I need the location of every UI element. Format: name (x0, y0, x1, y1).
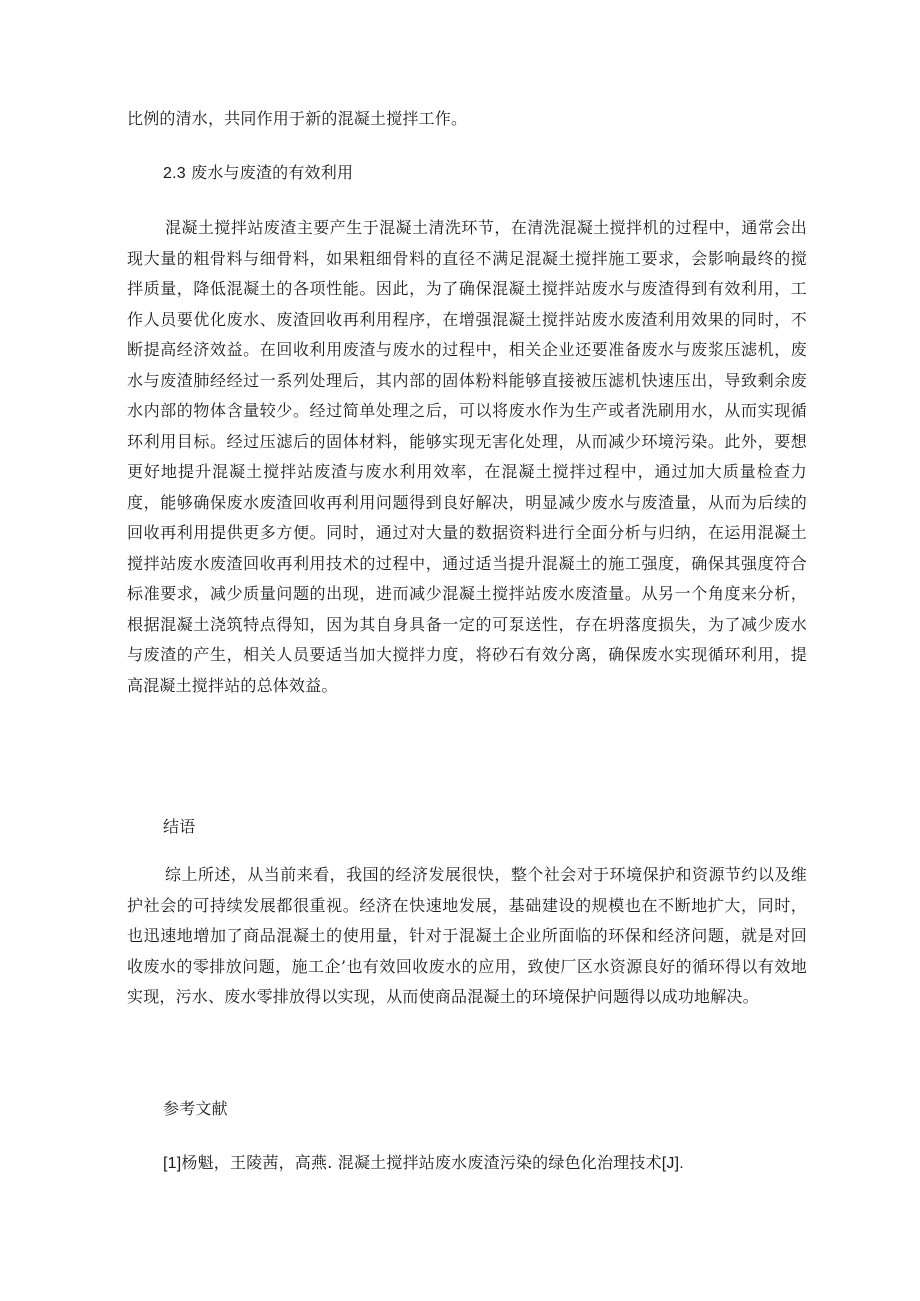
conclusion-paragraph: 综上所述，从当前来看，我国的经济发展很快，整个社会对于环境保护和资源节约以及维护社会的可持续发展都很重视。经济在快速地发展，基础建设的规模也在不断地扩大，同时，也迅速地增加了商品混凝土的使用量，针对于混凝土企业所面临的环保和经济问题，就是对回收废水的零排放问题，施工企’也有效回收废水的应用，致使厂区水资源良好的循环得以有效地实现，污水、废水零排放得以实现，从而使商品混凝土的环境保护问题得以成功地解决。 (127, 865, 807, 1006)
continuation-paragraph: 比例的清水，共同作用于新的混凝土搅拌工作。 (127, 109, 468, 128)
reference-item (163, 1151, 684, 1176)
section-number: 2.3 (163, 165, 186, 182)
section-2-3-paragraph: 混凝土搅拌站废渣主要产生于混凝土清洗环节，在清洗混凝土搅拌机的过程中，通常会出现大量的粗骨料与细骨料，如果粗细骨料的直径不满足混凝土搅拌施工要求，会影响最终的搅拌质量，降低混凝土的各项性能。因此，为了确保混凝土搅拌站废水与废渣得到有效利用，工作人员要优化废水、废渣回收再利用程序，在增强混凝土搅拌站废水废渣利用效果的同时，不断提高经济效益。在回收利用废渣与废水的过程中，相关企业还要准备废水与废浆压滤机，废水与废渣肺经经过一系列处理后，其内部的固体粉料能够直接被压滤机快速压出，导致剩余废水内部的物体含量较少。经过简单处理之后，可以将废水作为生产或者洗刷用水，从而实现循环利用目标。经过压滤后的固体材料，能够实现无害化处理，从而减少环境污染。此外，要想更好地提升混凝土搅拌站废渣与废水利用效率，在混凝土搅拌过程中，通过加大质量检查力度，能够确保废水废渣回收再利用问题得到良好解决，明显减少废水与废渣量，从而为后续的回收再利用提供更多方便。同时，通过对大量的数据资料进行全面分析与归纳，在运用混凝土搅拌站废水废渣回收再利用技术的过程中，通过适当提升混凝土的施工强度，确保其强度符合标准要求，减少质量问题的出现，进而减少混凝土搅拌站废水废渣量。从另一个角度来分析，根据混凝土浇筑特点得知，因为其自身具备一定的可泵送性，存在坍落度损失，为了减少废水与废渣的产生，相关人员要适当加大搅拌力度，将砂石有效分离，确保废水实现循环利用，提高混凝土搅拌站的总体效益。 (127, 218, 807, 695)
reference-type: [J]. (661, 1155, 684, 1172)
section-heading-2-3 (163, 161, 353, 186)
reference-text: 杨魁，王陵茜，高燕. 混凝土搅拌站废水废渣污染的绿色化治理技术 (181, 1153, 662, 1172)
conclusion-heading: 结语 (163, 817, 196, 836)
references-heading: 参考文献 (163, 1099, 228, 1118)
section-title: 废水与废渣的有效利用 (191, 163, 354, 182)
reference-label: [1] (163, 1155, 182, 1172)
